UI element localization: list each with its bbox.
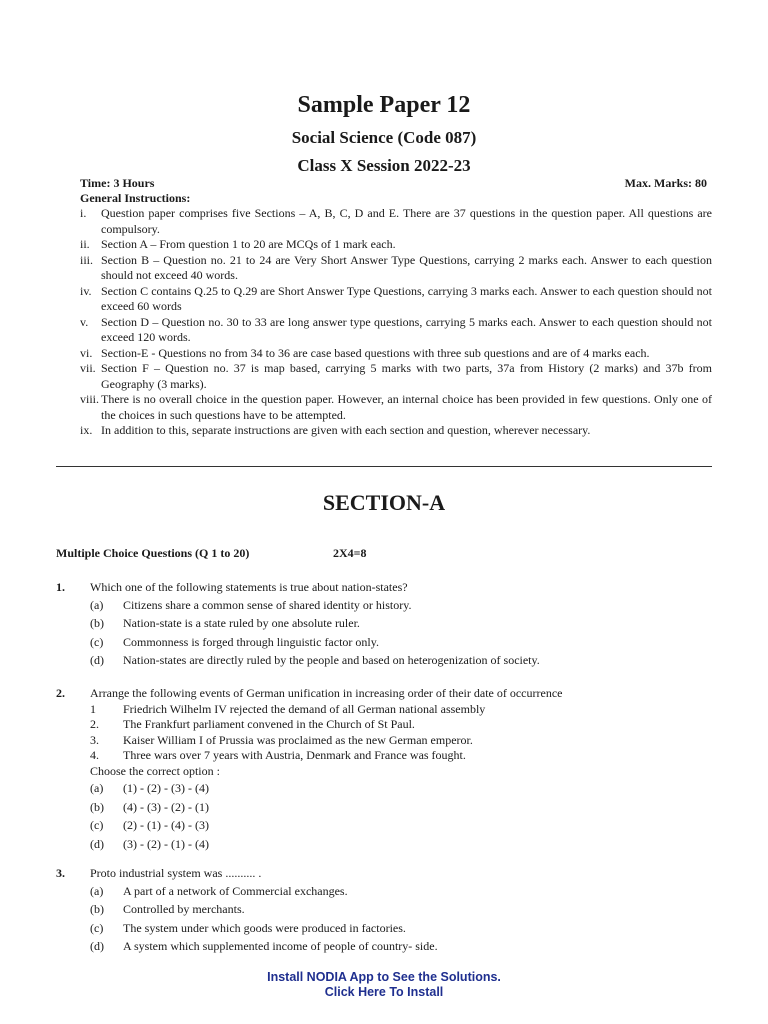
option-b: [90, 900, 716, 919]
question-stem: [56, 686, 716, 702]
event-text: The Frankfurt parliament convened in the Church of St Paul.: [123, 717, 415, 731]
option-text: Citizens share a common sense of shared identity or history.: [123, 597, 412, 612]
option-a: [90, 882, 716, 901]
choose-instruction: [90, 764, 716, 780]
instruction-text: Section C contains Q.25 to Q.29 are Short Answer Type Questions, carrying 3 marks each. Answer to each question should not exceed 60 words: [101, 283, 712, 313]
option-label: (c): [90, 634, 104, 649]
question-number: 2.: [56, 686, 65, 700]
install-app-banner[interactable]: [0, 970, 768, 1000]
option-label: (a): [90, 883, 104, 898]
instruction-number: v.: [80, 314, 89, 329]
instruction-text: Section-E - Questions no from 34 to 36 are case based questions with three sub questions and are of 4 marks each.: [101, 345, 650, 360]
instruction-number: ix.: [80, 423, 93, 437]
option-text: Nation-states are directly ruled by the people and based on heterogenization of society.: [123, 653, 540, 667]
option-c: [90, 633, 716, 652]
option-text: Nation-state is a state ruled by one absolute ruler.: [123, 616, 360, 630]
instruction-text: Section F – Question no. 37 is map based, carrying 5 marks with two parts, 37a from History (2 marks) and 37b from Geography (3 marks).: [101, 361, 712, 391]
mcq-marks: 2X4=8: [333, 546, 367, 560]
option-label: (c): [90, 818, 104, 832]
option-b: [90, 614, 716, 633]
mcq-heading: Multiple Choice Questions (Q 1 to 20): [56, 546, 250, 560]
option-text: (1) - (2) - (3) - (4): [123, 781, 209, 795]
instructions-list: [80, 206, 712, 439]
general-instructions-heading: General Instructions:: [80, 191, 191, 205]
instruction-number: ii.: [80, 237, 90, 251]
event-label: 4.: [90, 748, 99, 762]
max-marks: Max. Marks: 80: [624, 176, 707, 190]
question-text: Proto industrial system was .......... .: [90, 866, 262, 880]
option-label: (d): [90, 939, 104, 953]
event-text: Kaiser William I of Prussia was proclaimed as the new German emperor.: [123, 732, 473, 747]
choose-text: Choose the correct option :: [90, 763, 220, 778]
option-c: [90, 816, 716, 835]
click-to-install-link[interactable]: Click Here To Install: [324, 985, 444, 999]
instruction-text: Section A – From question 1 to 20 are MCQs of 1 mark each.: [101, 237, 396, 251]
option-d: [90, 651, 716, 670]
event-item: [90, 717, 716, 733]
question-text: Arrange the following events of German unification in increasing order of their date of occurrence: [90, 686, 563, 700]
option-label: (d): [90, 836, 104, 851]
instruction-item: [80, 423, 712, 439]
question-number: 1.: [56, 580, 65, 594]
question-3: [56, 866, 716, 956]
instruction-number: viii.: [80, 392, 100, 406]
instruction-item: [80, 206, 712, 237]
instruction-text: Section D – Question no. 30 to 33 are long answer type questions, carrying 5 marks each. Answer to each question should not exceed 120 words.: [101, 314, 712, 344]
option-label: (d): [90, 653, 104, 667]
option-c: [90, 919, 716, 938]
event-item: [90, 733, 716, 749]
paper-title: Sample Paper 12: [297, 92, 471, 118]
option-text: Commonness is forged through linguistic factor only.: [123, 634, 379, 649]
question-stem: [56, 580, 716, 596]
install-app-link[interactable]: Install NODIA App to See the Solutions.: [267, 970, 501, 984]
option-text: Controlled by merchants.: [123, 902, 245, 916]
instruction-text: Section B – Question no. 21 to 24 are Very Short Answer Type Questions, carrying 2 marks each. Answer to each question should not exceed 40 words.: [101, 252, 712, 282]
instruction-item: [80, 392, 712, 423]
instruction-number: i.: [80, 206, 87, 220]
event-item: [90, 748, 716, 764]
instruction-number: iv.: [80, 283, 92, 298]
question-text: Which one of the following statements is true about nation-states?: [90, 580, 408, 594]
option-text: The system under which goods were produced in factories.: [123, 920, 406, 935]
instruction-item: [80, 253, 712, 284]
option-b: [90, 798, 716, 817]
subject-title: Social Science (Code 087): [291, 128, 477, 147]
option-d: [90, 937, 716, 956]
instruction-number: vi.: [80, 345, 93, 360]
option-label: (a): [90, 781, 104, 795]
option-text: (2) - (1) - (4) - (3): [123, 818, 209, 832]
horizontal-divider: [56, 466, 712, 467]
option-label: (a): [90, 597, 104, 612]
option-text: A system which supplemented income of people of country- side.: [123, 939, 438, 953]
event-item: [90, 702, 716, 718]
option-a: [90, 596, 716, 615]
instruction-item: [80, 346, 712, 362]
option-text: A part of a network of Commercial exchanges.: [123, 883, 348, 898]
instruction-number: vii.: [80, 361, 96, 375]
question-stem: [56, 866, 716, 882]
instruction-item: [80, 237, 712, 253]
option-d: [90, 835, 716, 854]
instruction-text: Question paper comprises five Sections – A, B, C, D and E. There are 37 questions in the question paper. All questions are compulsory.: [101, 206, 712, 236]
option-a: [90, 779, 716, 798]
event-label: 2.: [90, 717, 99, 731]
question-number: 3.: [56, 866, 65, 880]
option-label: (b): [90, 799, 104, 814]
question-2: [56, 686, 716, 853]
instruction-text: There is no overall choice in the question paper. However, an internal choice has been provided in few questions. Only one of the choices in such questions have to be attempted.: [101, 392, 712, 422]
option-text: (4) - (3) - (2) - (1): [123, 799, 209, 814]
option-label: (c): [90, 920, 104, 935]
section-heading: SECTION-A: [322, 490, 446, 515]
instruction-text: In addition to this, separate instructions are given with each section and question, wherever necessary.: [101, 423, 591, 437]
event-text: Three wars over 7 years with Austria, Denmark and France was fought.: [123, 748, 466, 762]
instruction-item: [80, 315, 712, 346]
instruction-number: iii.: [80, 252, 94, 267]
option-label: (b): [90, 616, 104, 630]
question-1: [56, 580, 716, 670]
instruction-item: [80, 361, 712, 392]
session-title: Class X Session 2022-23: [297, 156, 471, 175]
event-label: 1: [90, 701, 96, 716]
time-allowed: Time: 3 Hours: [80, 176, 155, 190]
option-label: (b): [90, 902, 104, 916]
instruction-item: [80, 284, 712, 315]
event-text: Friedrich Wilhelm IV rejected the demand of all German national assembly: [123, 701, 486, 716]
option-text: (3) - (2) - (1) - (4): [123, 836, 209, 851]
event-label: 3.: [90, 732, 99, 747]
